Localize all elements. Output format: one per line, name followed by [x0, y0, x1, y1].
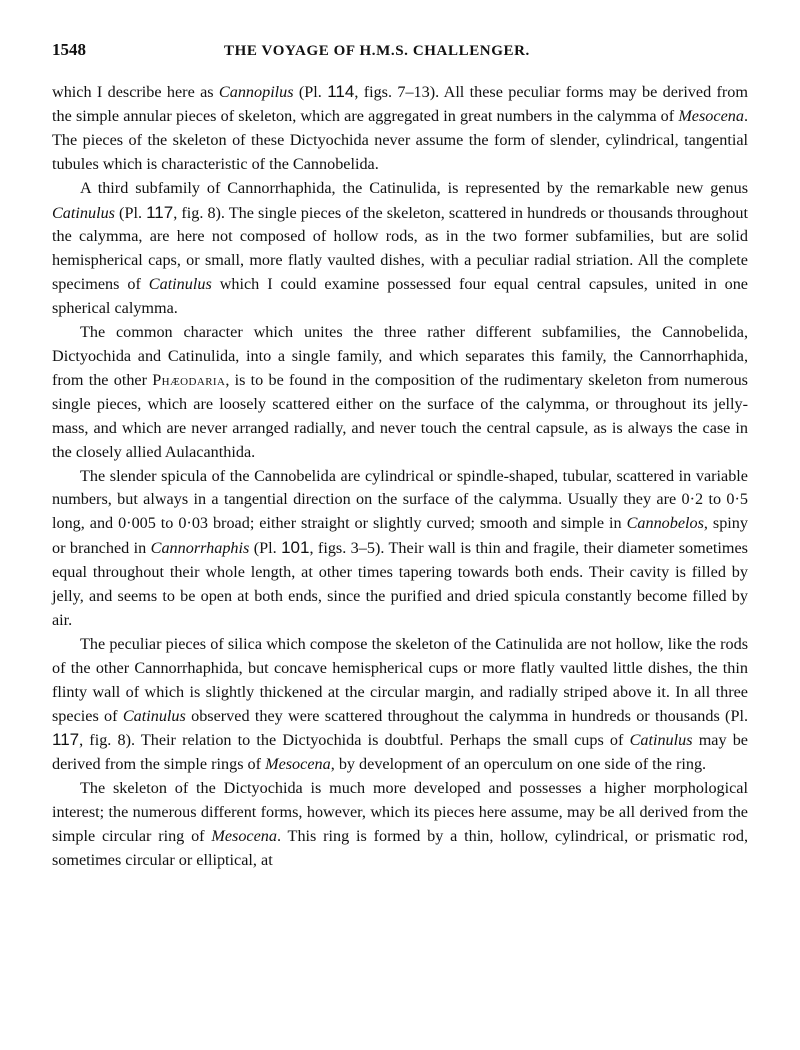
- taxon-name: Mesocena: [211, 827, 277, 846]
- taxon-name: Cannopilus: [218, 83, 294, 101]
- plate-number: 117: [52, 730, 80, 750]
- plate-number: 117: [146, 202, 174, 222]
- paragraph: [52, 177, 748, 321]
- taxon-name: Cannorrhaphis: [150, 539, 250, 558]
- text-run: may be derived from the simple rings of: [52, 731, 748, 774]
- taxon-name: Catinulus: [52, 203, 115, 222]
- taxon-name: Mesocena: [265, 755, 331, 774]
- text-run: (Pl.: [249, 539, 282, 558]
- body-text: [52, 80, 748, 873]
- text-run: (Pl.: [114, 203, 147, 222]
- paragraph: [52, 321, 748, 464]
- text-run: , figs. 3–5). Their wall is thin and fragile, their diameter sometimes equal throughout their whole length, at other times tapering towards both ends. Their cavity is filled by jelly, and seems to be open at both ends, since the purified and dried spicula constantly become filled by air.: [52, 539, 748, 629]
- text-run: , fig. 8). Their relation to the Dictyochida is doubtful. Perhaps the small cups of: [79, 731, 630, 750]
- text-run: , figs. 7–13). All these peculiar forms may be derived from the simple annular pieces of skeleton, which are aggregated in great numbers in the calymma of: [52, 83, 748, 125]
- taxon-name: Catinulus: [122, 706, 186, 725]
- text-run: , spiny or branched in: [52, 514, 748, 558]
- running-title: THE VOYAGE OF H.M.S. CHALLENGER.: [224, 43, 530, 59]
- paragraph: [52, 633, 748, 777]
- text-run: , by development of an operculum on one side of the ring.: [330, 755, 707, 774]
- plate-number: 101: [281, 538, 310, 558]
- text-run: A third subfamily of Cannorrhaphida, the Catinulida, is represented by the remarkable new genus: [80, 178, 748, 197]
- plate-number: 114: [327, 82, 355, 101]
- taxon-name: Mesocena: [678, 106, 744, 125]
- text-run: (Pl.: [293, 83, 328, 101]
- text-run: The slender spicula of the Cannobelida are cylindrical or spindle-shaped, tubular, scattered in variable numbers, but always in a tangential direction on the surface of the calymma. Usually they are 0·2 to 0·5 long, and 0·005 to 0·03 broad; either straight or slightly curved; smooth and simple in: [52, 466, 748, 533]
- page-number: 1548: [52, 40, 86, 59]
- document-page: [52, 40, 748, 873]
- paragraph: [52, 465, 748, 633]
- text-run: which I could examine possessed four equal central capsules, united in one spherical calymma.: [52, 275, 748, 318]
- text-run: , is to be found in the composition of the rudimentary skeleton from numerous single pieces, which are loosely scattered either on the surface of the calymma, or throughout its jelly-mass, and which are never arranged radially, and never touch the central capsule, as is always the case in the closely allied Aulacanthida.: [52, 370, 748, 461]
- text-run: The skeleton of the Dictyochida is much more developed and possesses a higher morphological interest; the numerous different forms, however, which its pieces here assume, may be all derived from the simple circular ring of: [52, 779, 748, 846]
- text-run: The peculiar pieces of silica which compose the skeleton of the Catinulida are not hollow, like the rods of the other Cannorrhaphida, but concave hemispherical cups or more flatly vaulted little dishes, the thin flinty wall of which is slightly thickened at the circular margin, and radially striped above it. In all three species of: [52, 634, 748, 725]
- paragraph: [52, 80, 748, 177]
- text-run: The common character which unites the three rather different subfamilies, the Cannobelida, Dictyochida and Catinulida, into a single family, and which separates this family, the Cannorrhaphida, from the other: [52, 323, 748, 389]
- taxon-name: Catinulus: [148, 275, 212, 294]
- text-run: which I describe here as: [52, 83, 219, 101]
- paragraph: [52, 777, 748, 873]
- text-run: . The pieces of the skeleton of these Dictyochida never assume the form of slender, cylindrical, tangential tubules which is characteristic of the Cannobelida.: [52, 106, 748, 173]
- text-run: observed they were scattered throughout the calymma in hundreds or thousands (Pl.: [185, 706, 748, 725]
- text-run: . This ring is formed by a thin, hollow, cylindrical, or prismatic rod, sometimes circular or elliptical, at: [52, 827, 748, 869]
- text-run: , fig. 8). The single pieces of the skeleton, scattered in hundreds or thousands throughout the calymma, are here not composed of hollow rods, as in the two former subfamilies, but are solid hemispherical caps, or small, more flatly vaulted dishes, with a peculiar radial striation. All the complete specimens of: [52, 203, 748, 294]
- taxon-name: Cannobelos: [626, 514, 704, 533]
- page-header: [52, 40, 748, 66]
- group-name: Phæodaria: [152, 370, 226, 389]
- taxon-name: Catinulus: [629, 731, 693, 750]
